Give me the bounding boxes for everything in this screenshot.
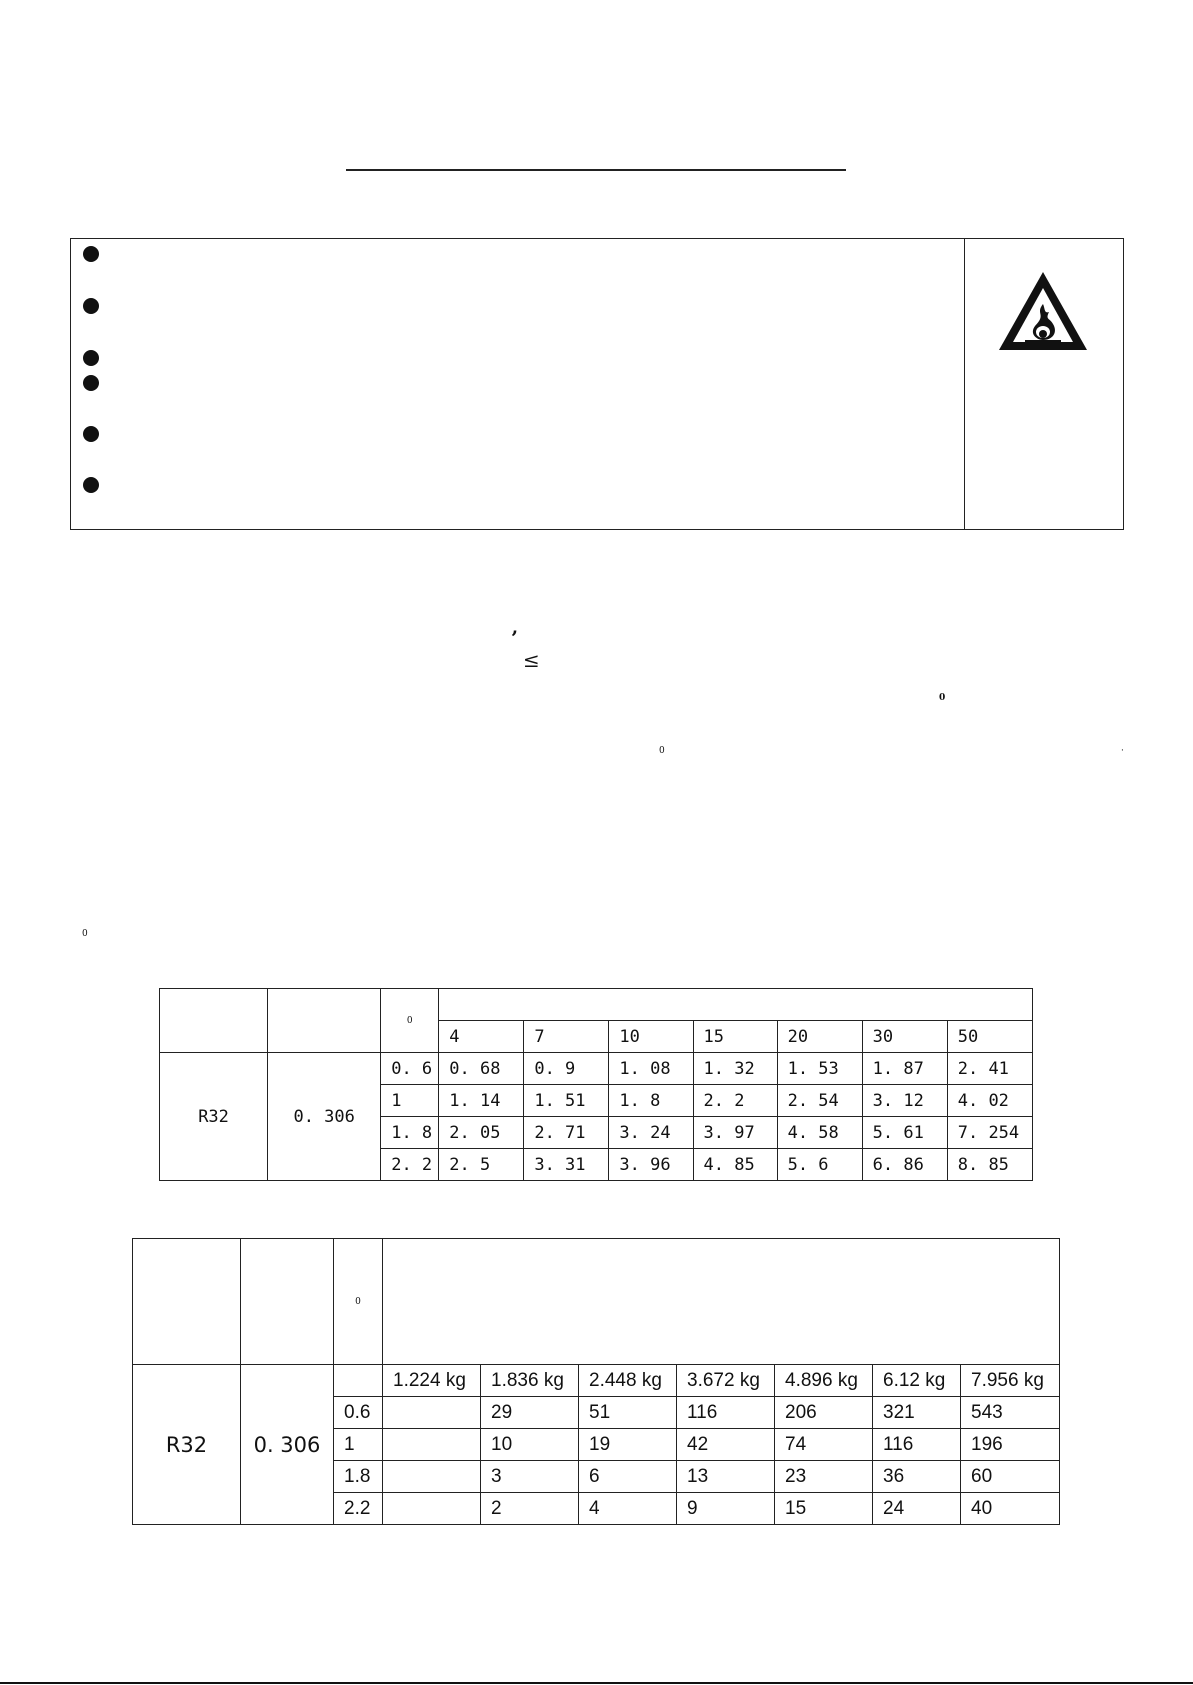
table-header-value: 4.896 kg [775,1365,873,1397]
table-cell: 1. 08 [609,1053,693,1085]
flammable-warning-icon [995,268,1091,356]
table-cell: 6. 86 [862,1149,947,1181]
bullet-dot-icon [83,350,99,366]
height-cell: 1.8 [334,1461,383,1493]
table-cell: 1. 51 [524,1085,609,1117]
table-row [133,1365,1060,1397]
table-cell: 23 [775,1461,873,1493]
table-header-value: 6.12 kg [873,1365,961,1397]
table-header-value: 7.956 kg [961,1365,1060,1397]
table-cell [383,1429,481,1461]
table-cell: 13 [677,1461,775,1493]
table-header-value: 2.448 kg [579,1365,677,1397]
text-fragment-comma: ’ [511,626,518,650]
table-cell: 10 [481,1429,579,1461]
bullet-dot-icon [83,426,99,442]
refrigerant-cell: R32 [133,1365,241,1525]
table-cell: 206 [775,1397,873,1429]
bullet-dot-icon [83,477,99,493]
table-cell [383,1493,481,1525]
table-cell: 3. 31 [524,1149,609,1181]
table-cell: 3. 96 [609,1149,693,1181]
table-cell: 321 [873,1397,961,1429]
table-header-value: 10 [609,1021,693,1053]
height-cell: 0.6 [334,1397,383,1429]
refrigerant-area-table [159,988,1033,1181]
table-cell: 2. 05 [439,1117,524,1149]
table-cell: 19 [579,1429,677,1461]
table-header-value: 20 [777,1021,862,1053]
table-cell: 1. 53 [777,1053,862,1085]
warning-box-divider [964,238,965,530]
table-cell: 2. 5 [439,1149,524,1181]
table-cell: 15 [775,1493,873,1525]
table-cell: 3. 97 [693,1117,777,1149]
table-header-cell [439,989,1033,1021]
table-cell: 116 [677,1397,775,1429]
table-cell: 2. 41 [947,1053,1032,1085]
table-header-value: 30 [862,1021,947,1053]
height-cell: 2. 2 [381,1149,439,1181]
height-cell: 1. 8 [381,1117,439,1149]
table-cell: 60 [961,1461,1060,1493]
table-header-value: 1.836 kg [481,1365,579,1397]
text-fragment-dot: · [1121,746,1124,756]
refrigerant-charge-table [132,1238,1060,1525]
table-header-value: 4 [439,1021,524,1053]
table-cell: 5. 6 [777,1149,862,1181]
table-cell: 74 [775,1429,873,1461]
table-header-value: 50 [947,1021,1032,1053]
table-cell: 1. 87 [862,1053,947,1085]
text-fragment-leq: ≤ [523,648,540,672]
table-row [160,989,1033,1021]
table-cell: 36 [873,1461,961,1493]
table-cell: 5. 61 [862,1117,947,1149]
table-header-superscript: 0 [381,989,439,1053]
table-header-cell [334,1365,383,1397]
table-header-value: 3.672 kg [677,1365,775,1397]
table-cell: 42 [677,1429,775,1461]
table-cell: 6 [579,1461,677,1493]
table-header-superscript: 0 [334,1239,383,1365]
lfl-cell: 0. 306 [241,1365,334,1525]
height-cell: 0. 6 [381,1053,439,1085]
table-header-value: 7 [524,1021,609,1053]
table-cell: 4. 85 [693,1149,777,1181]
table-cell: 40 [961,1493,1060,1525]
table-cell: 29 [481,1397,579,1429]
table-header-value: 1.224 kg [383,1365,481,1397]
page-bottom-rule [0,1682,1193,1684]
table-header-cell [241,1239,334,1365]
table-cell: 116 [873,1429,961,1461]
table-cell: 4 [579,1493,677,1525]
height-cell: 1 [334,1429,383,1461]
bullet-dot-icon [83,246,99,262]
table-cell: 51 [579,1397,677,1429]
table-cell: 0. 68 [439,1053,524,1085]
table-cell: 4. 02 [947,1085,1032,1117]
table-cell: 3. 24 [609,1117,693,1149]
table-cell: 2. 2 [693,1085,777,1117]
table-cell: 3. 12 [862,1085,947,1117]
table-header-cell [383,1239,1060,1365]
table-cell: 24 [873,1493,961,1525]
height-cell: 1 [381,1085,439,1117]
table-cell: 2 [481,1493,579,1525]
text-fragment-zero: 0 [82,929,88,939]
table-header-value: 15 [693,1021,777,1053]
text-fragment-zero: 0 [659,746,665,756]
table-row [133,1239,1060,1365]
warning-box [70,238,1124,530]
bullet-dot-icon [83,375,99,391]
table-header-cell [133,1239,241,1365]
table-cell: 196 [961,1429,1060,1461]
table-cell [383,1397,481,1429]
table-cell: 1. 8 [609,1085,693,1117]
table-cell: 9 [677,1493,775,1525]
height-cell: 2.2 [334,1493,383,1525]
table-cell: 0. 9 [524,1053,609,1085]
table-header-cell [268,989,381,1053]
table-cell [383,1461,481,1493]
bullet-dot-icon [83,298,99,314]
lfl-cell: 0. 306 [268,1053,381,1181]
table-cell: 7. 254 [947,1117,1032,1149]
table-row [160,1053,1033,1085]
table-cell: 543 [961,1397,1060,1429]
refrigerant-cell: R32 [160,1053,268,1181]
table-cell: 2. 71 [524,1117,609,1149]
text-fragment-zero: 0 [939,693,946,703]
table-cell: 1. 14 [439,1085,524,1117]
table-cell: 1. 32 [693,1053,777,1085]
table-header-cell [160,989,268,1053]
title-underline [346,169,846,171]
table-cell: 8. 85 [947,1149,1032,1181]
table-cell: 4. 58 [777,1117,862,1149]
table-cell: 2. 54 [777,1085,862,1117]
table-cell: 3 [481,1461,579,1493]
